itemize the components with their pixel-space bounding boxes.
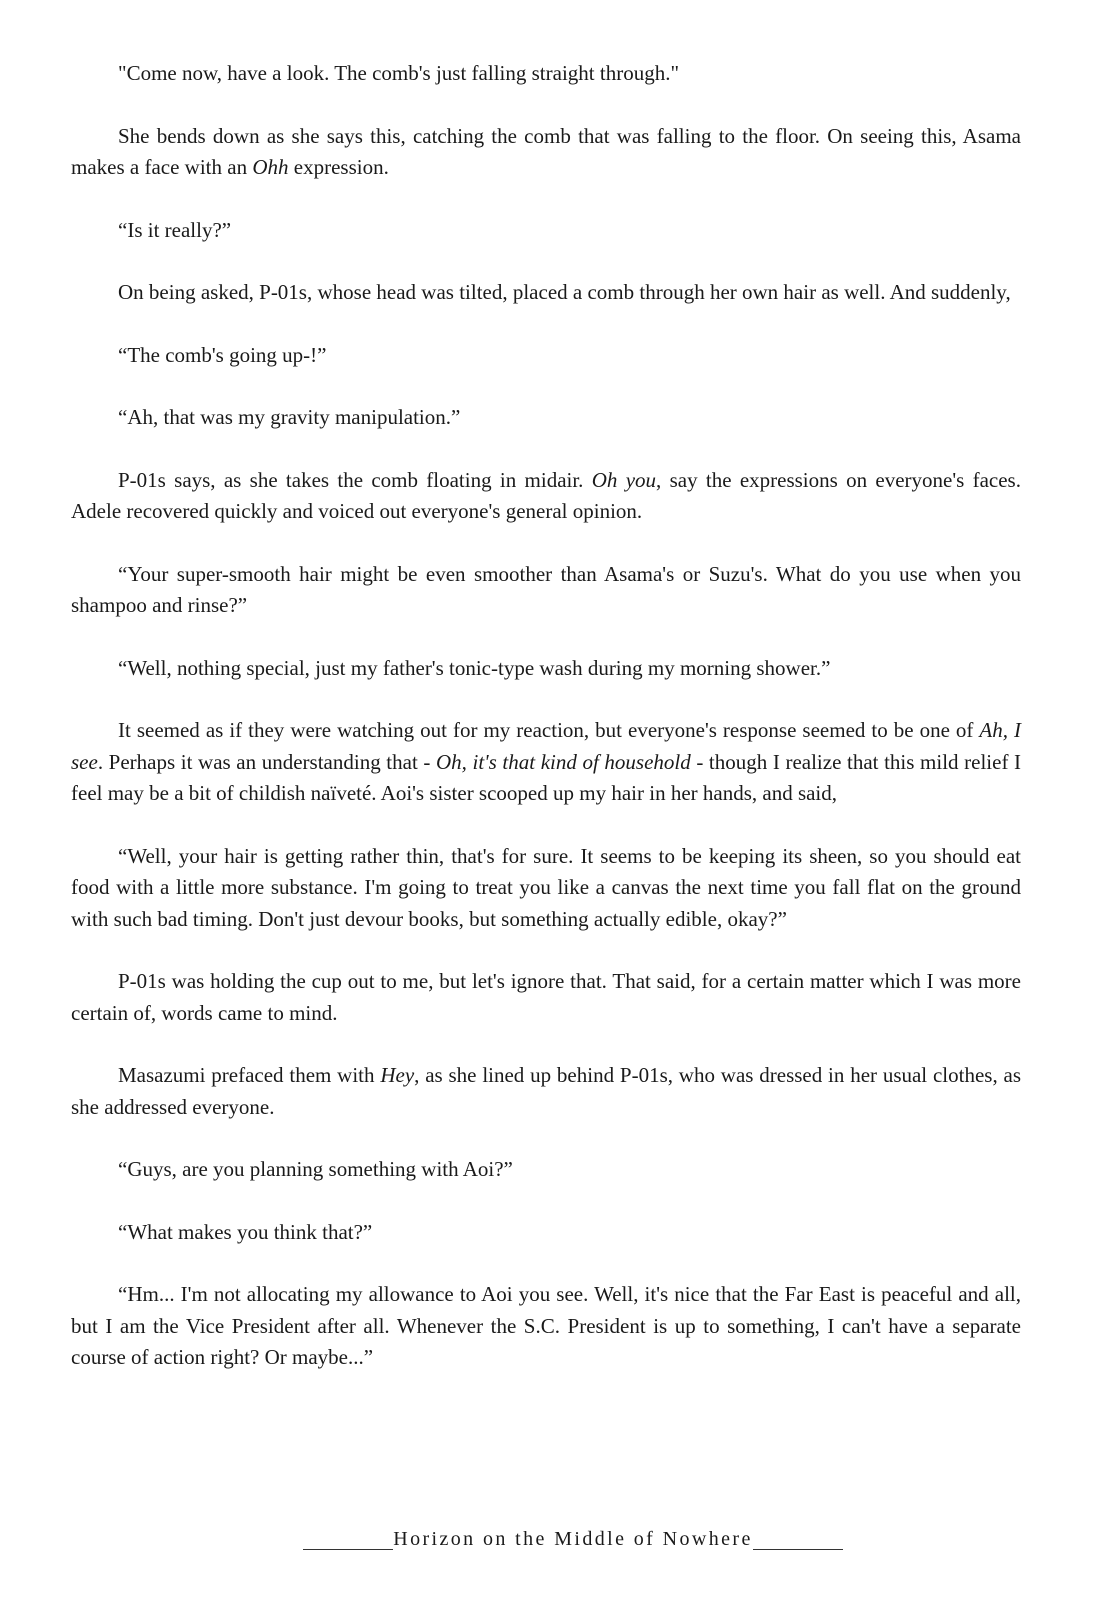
paragraph-15: “What makes you think that?” <box>118 1219 373 1244</box>
paragraph-3: “Is it really?” <box>118 217 232 242</box>
page-footer <box>303 1528 843 1556</box>
footer-book-title: Horizon on the Middle of Nowhere <box>393 1528 753 1550</box>
novel-page-body <box>71 58 1021 1405</box>
paragraph-10: It seemed as if they were watching out for my reaction, but everyone's response seemed to be one of Ah, I see. Perhaps it was an understanding that - Oh, it's that kind of household - though I realize that this mild relief I feel may be a bit of childish naïveté. Aoi's sister scooped up my hair in her hands, and said, <box>71 718 1022 805</box>
paragraph-1: "Come now, have a look. The comb's just falling straight through." <box>118 61 680 85</box>
paragraph-8: “Your super-smooth hair might be even smoother than Asama's or Suzu's. What do you use when you shampoo and rinse?” <box>71 561 1021 617</box>
paragraph-13: Masazumi prefaced them with Hey, as she lined up behind P-01s, who was dressed in her usual clothes, as she addressed everyone. <box>71 1063 1021 1119</box>
paragraph-5: “The comb's going up-!” <box>118 342 327 367</box>
paragraph-6: “Ah, that was my gravity manipulation.” <box>118 405 461 429</box>
paragraph-9: “Well, nothing special, just my father's tonic-type wash during my morning shower.” <box>118 655 831 680</box>
paragraph-2: She bends down as she says this, catching the comb that was falling to the floor. On seeing this, Asama makes a face with an Ohh expression. <box>71 123 1021 179</box>
paragraph-11: “Well, your hair is getting rather thin, that's for sure. It seems to be keeping its sheen, so you should eat food with a little more substance. I'm going to treat you like a canvas the next time you fall flat on the ground with such bad timing. Don't just devour books, but something actually edible, okay?” <box>71 843 1021 931</box>
paragraph-14: “Guys, are you planning something with Aoi?” <box>118 1157 513 1181</box>
paragraph-4: On being asked, P-01s, whose head was tilted, placed a comb through her own hair as well. And suddenly, <box>118 280 1011 304</box>
paragraph-7: P-01s says, as she takes the comb floating in midair. Oh you, say the expressions on everyone's faces. Adele recovered quickly and voiced out everyone's general opinion. <box>71 467 1021 523</box>
paragraph-16: “Hm... I'm not allocating my allowance to Aoi you see. Well, it's nice that the Far East is peaceful and all, but I am the Vice President after all. Whenever the S.C. President is up to something, I can't have a separate course of action right? Or maybe...” <box>71 1282 1021 1369</box>
paragraph-12: P-01s was holding the cup out to me, but let's ignore that. That said, for a certain matter which I was more certain of, words came to mind. <box>71 969 1021 1025</box>
